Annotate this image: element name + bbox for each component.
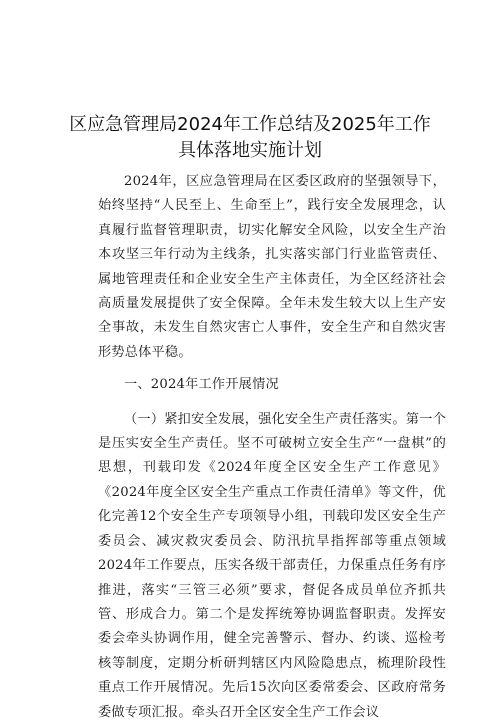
section-heading: 一、2024年工作开展情况 [124, 377, 279, 393]
section-paragraph: （一）紧扣安全发展，强化安全生产责任落实。第一个是压实安全生产责任。坚不可破树立安全生产“一盘棋”的思想，刊载印发《2024年度全区安全生产工作意见》《2024年度全区安全生产重点工作责任清单》等文件，优化完善12个安全生产专项领导小组，刊载印发区安全生产委员会、减灾救灾委员会、防汛抗旱指挥部等重点领域2024年工作要点，压实各级干部责任，力保重点任务有序推进，落实“三管三必须”要求，督促各成员单位齐抓共管、形成合力。第二个是发挥统筹协调监督职责。发挥安委会牵头协调作用，健全完善警示、督办、约谈、巡检考核等制度，定期分析研判辖区内风险隐患点，梳理阶段性重点工作开展情况。先后15次向区委常委会、区政府常务委做专项汇报。牵头召开全区安全生产工作会议 [98, 411, 446, 720]
document-title-line-2: 具体落地实施计划 [178, 140, 322, 161]
document-title-line-1: 区应急管理局2024年工作总结及2025年工作 [69, 114, 431, 135]
intro-paragraph: 2024年，区应急管理局在区委区政府的坚强领导下，始终坚持“人民至上、生命至上”，践行安全发展理念，认真履行监督管理职责，切实化解安全风险，以安全生产治本攻坚三年行动为主线条，扎实落实部门行业监管责任、属地管理责任和企业安全生产主体责任，为全区经济社会高质量发展提供了安全保障。全年未发生较大以上生产安全事故，未发生自然灾害亡人事件，安全生产和自然灾害形势总体平稳。 [98, 174, 446, 360]
document-title [40, 112, 460, 164]
document-body [0, 170, 500, 725]
